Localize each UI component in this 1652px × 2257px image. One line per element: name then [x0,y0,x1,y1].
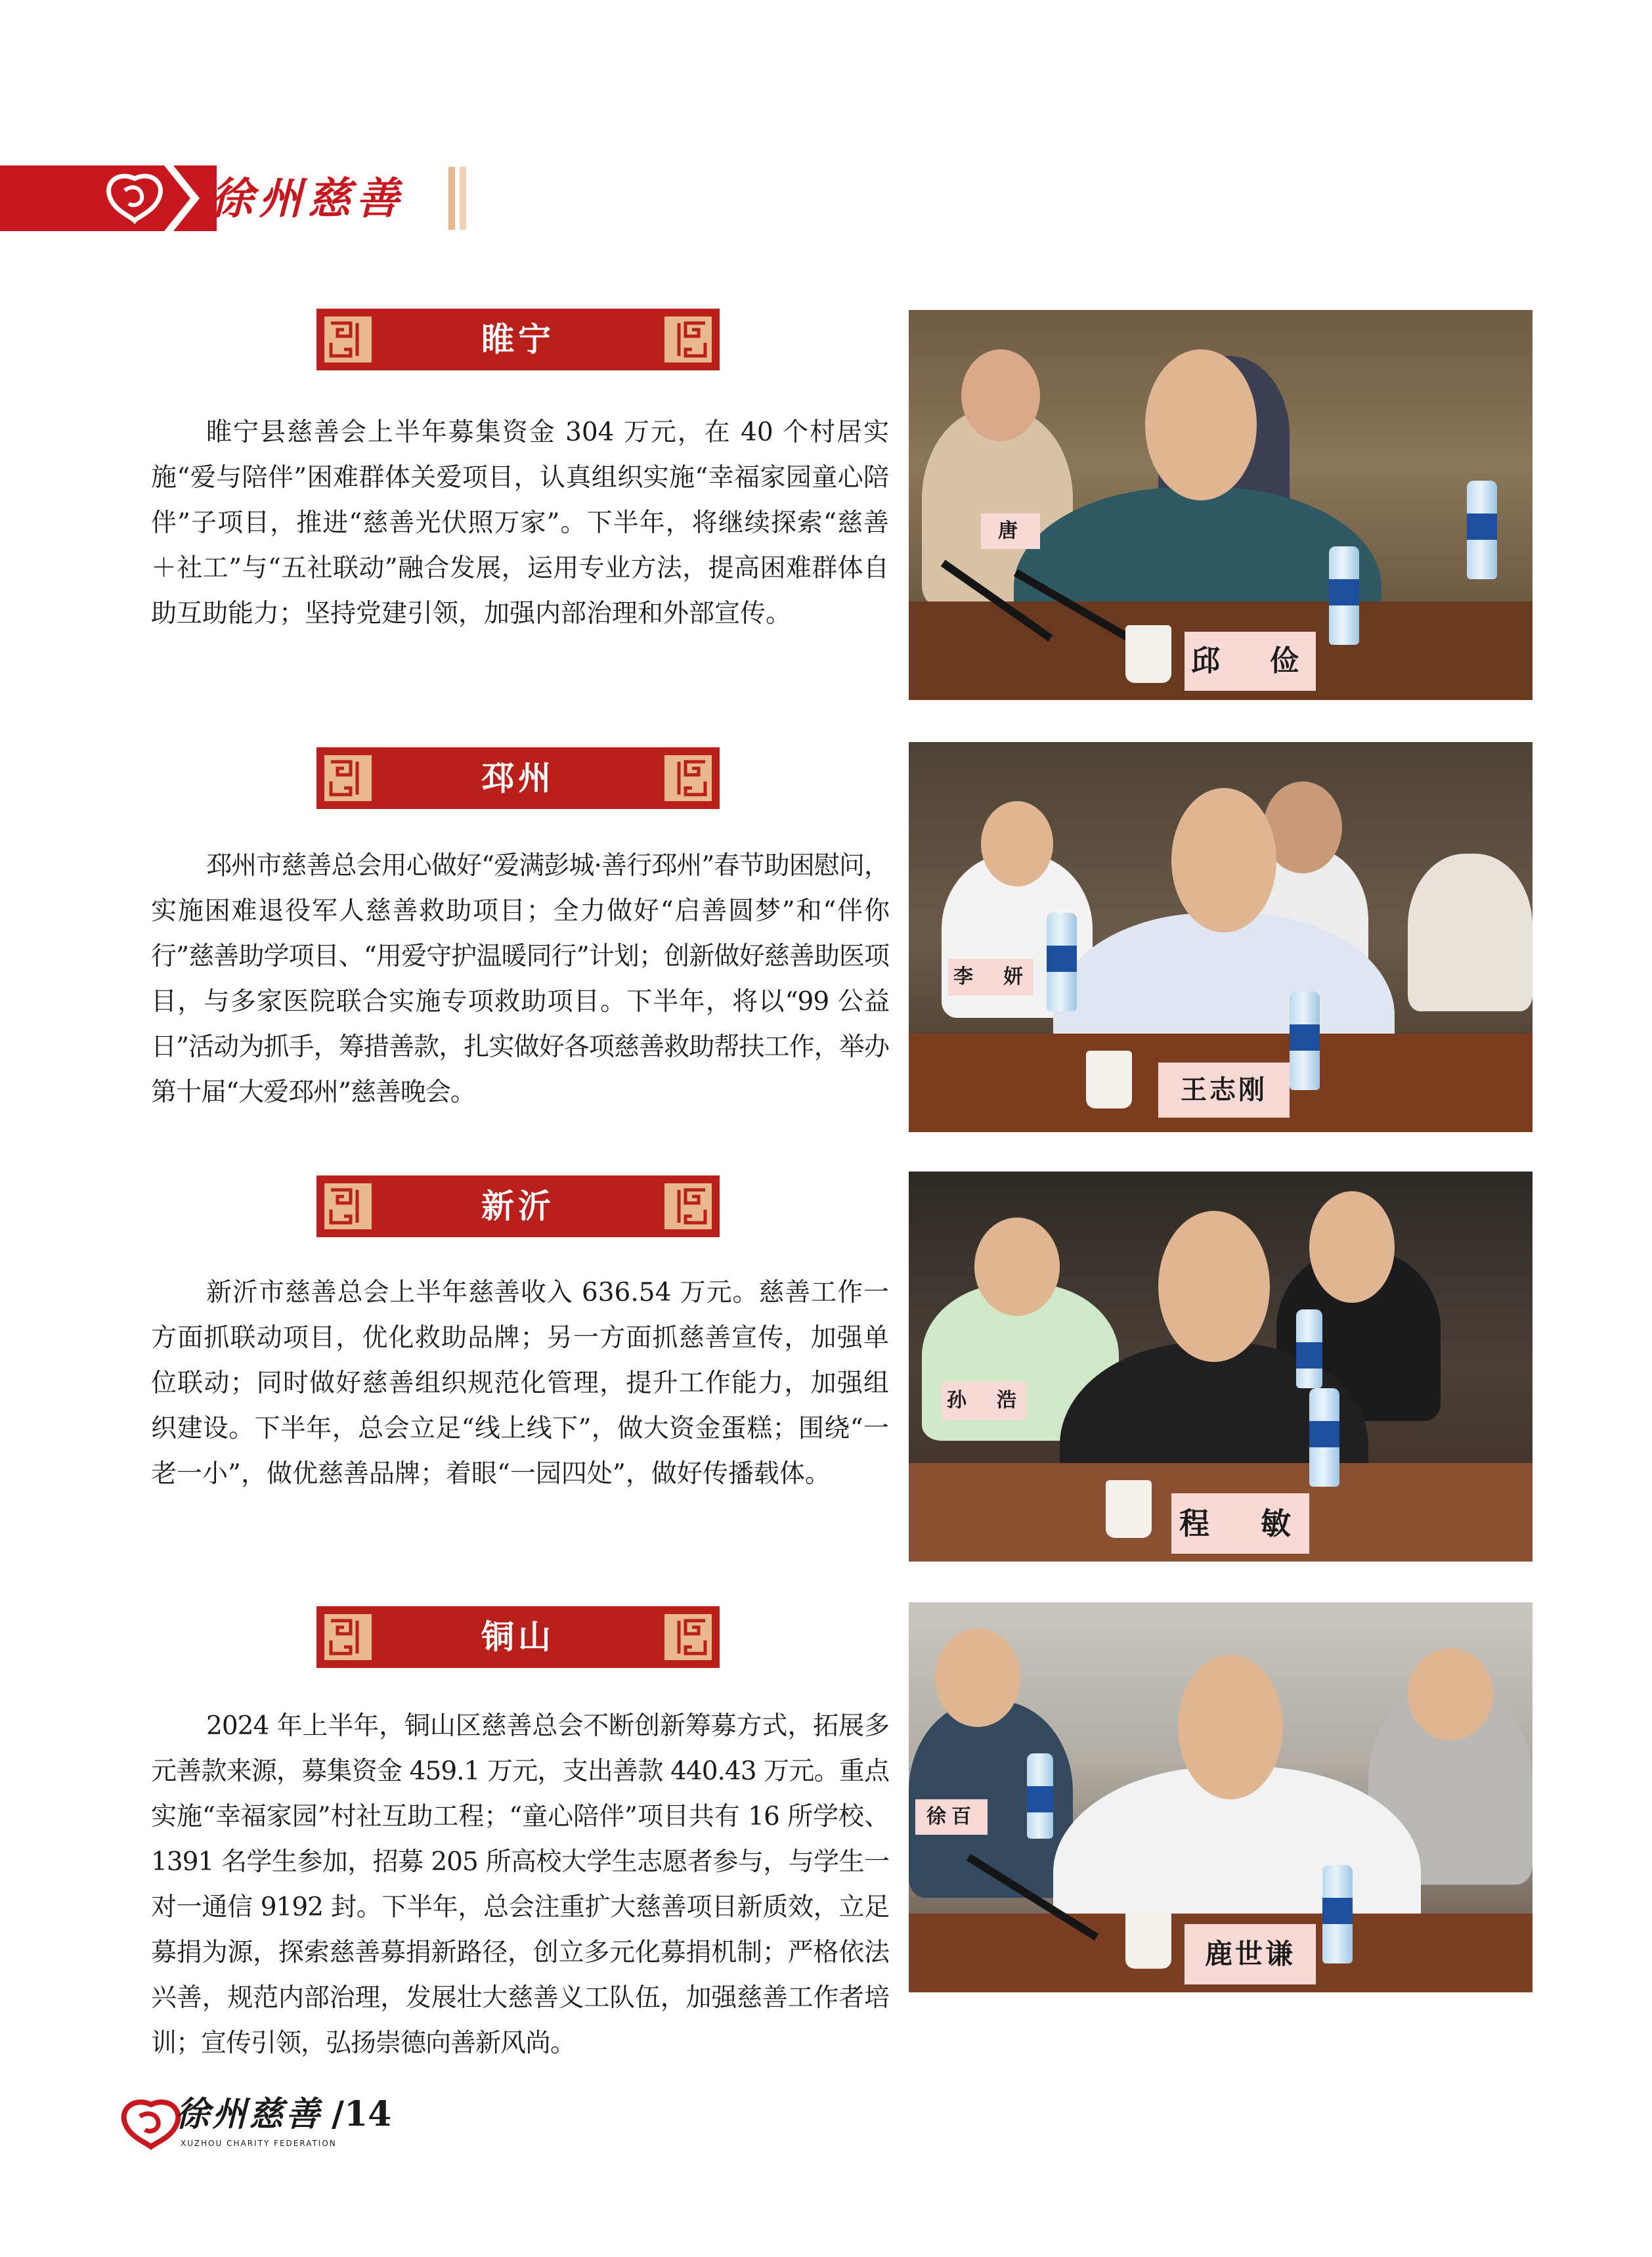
footer-title: 徐州慈善 [175,2094,323,2134]
nameplate: 徐百 [915,1799,988,1835]
fret-ornament-icon [662,1611,714,1663]
section-title: 铜山 [481,1618,555,1656]
header-banner [0,165,473,231]
section-header [316,1175,720,1237]
page-number: /14 [332,2094,392,2134]
header-title: 徐州慈善 [210,173,404,224]
nameplate: 邱 俭 [1185,632,1316,691]
nameplate: 王志刚 [1158,1063,1290,1118]
banner-chevron [164,165,204,231]
footer-subtitle: XUZHOU CHARITY FEDERATION [181,2139,337,2148]
page-footer [115,2092,456,2164]
fret-ornament-icon [662,1181,714,1232]
section-photo [909,1602,1532,1992]
section-photo [909,742,1532,1132]
nameplate: 李 妍 [948,959,1033,996]
banner-divider [448,167,455,230]
nameplate: 唐 [981,514,1040,549]
nameplate: 鹿世谦 [1185,1924,1316,1984]
nameplate: 程 敏 [1171,1493,1309,1554]
section-paragraph: 2024 年上半年，铜山区慈善总会不断创新筹募方式，拓展多元善款来源，募集资金 459.1 万元，支出善款 440.43 万元。重点实施“幸福家园”村社互助工程；“童心陪伴”项目共有 16 所学校、1391 名学生参加，招募 205 所高校大学生志愿者参与，与学生一对一通信 9192 封。下半年，总会注重扩大慈善项目新质效，立足募捐为源，探索慈善募捐新路径，创立多元化募捐机制；严格依法兴善，规范内部治理，发展壮大慈善义工队伍，加强慈善工作者培训；宣传引领，弘扬崇德向善新风尚。 [151,1711,889,2058]
banner-divider [460,167,466,230]
section-header [316,1606,720,1668]
section-title: 邳州 [481,759,555,797]
nameplate: 孙 浩 [942,1382,1027,1420]
charity-emblem-icon [98,171,171,226]
fret-ornament-icon [662,753,714,804]
section-paragraph: 睢宁县慈善会上半年募集资金 304 万元，在 40 个村居实施“爱与陪伴”困难群体关爱项目，认真组织实施“幸福家园童心陪伴”子项目，推进“慈善光伏照万家”。下半年，将继续探索“慈善＋社工”与“五社联动”融合发展，运用专业方法，提高困难群体自助互助能力；坚持党建引领，加强内部治理和外部宣传。 [151,418,889,628]
section-paragraph: 新沂市慈善总会上半年慈善收入 636.54 万元。慈善工作一方面抓联动项目，优化救助品牌；另一方面抓慈善宣传，加强单位联动；同时做好慈善组织规范化管理，提升工作能力，加强组织建设。下半年，总会立足“线上线下”，做大资金蛋糕；围绕“一老一小”，做优慈善品牌；着眼“一园四处”，做好传播载体。 [151,1278,889,1489]
section-header [316,747,720,809]
section-header [316,309,720,370]
section-paragraph: 邳州市慈善总会用心做好“爱满彭城·善行邳州”春节助困慰问，实施困难退役军人慈善救助项目；全力做好“启善圆梦”和“伴你行”慈善助学项目、“用爱守护温暖同行”计划；创新做好慈善助医项目，与多家医院联合实施专项救助项目。下半年，将以“99 公益日”活动为抓手，筹措善款，扎实做好各项慈善救助帮扶工作，举办第十届“大爱邳州”慈善晚会。 [151,851,889,1107]
fret-ornament-icon [662,314,714,365]
section-title: 新沂 [481,1187,555,1225]
section-photo [909,1172,1532,1562]
section-title: 睢宁 [481,320,555,359]
section-photo [909,310,1532,700]
